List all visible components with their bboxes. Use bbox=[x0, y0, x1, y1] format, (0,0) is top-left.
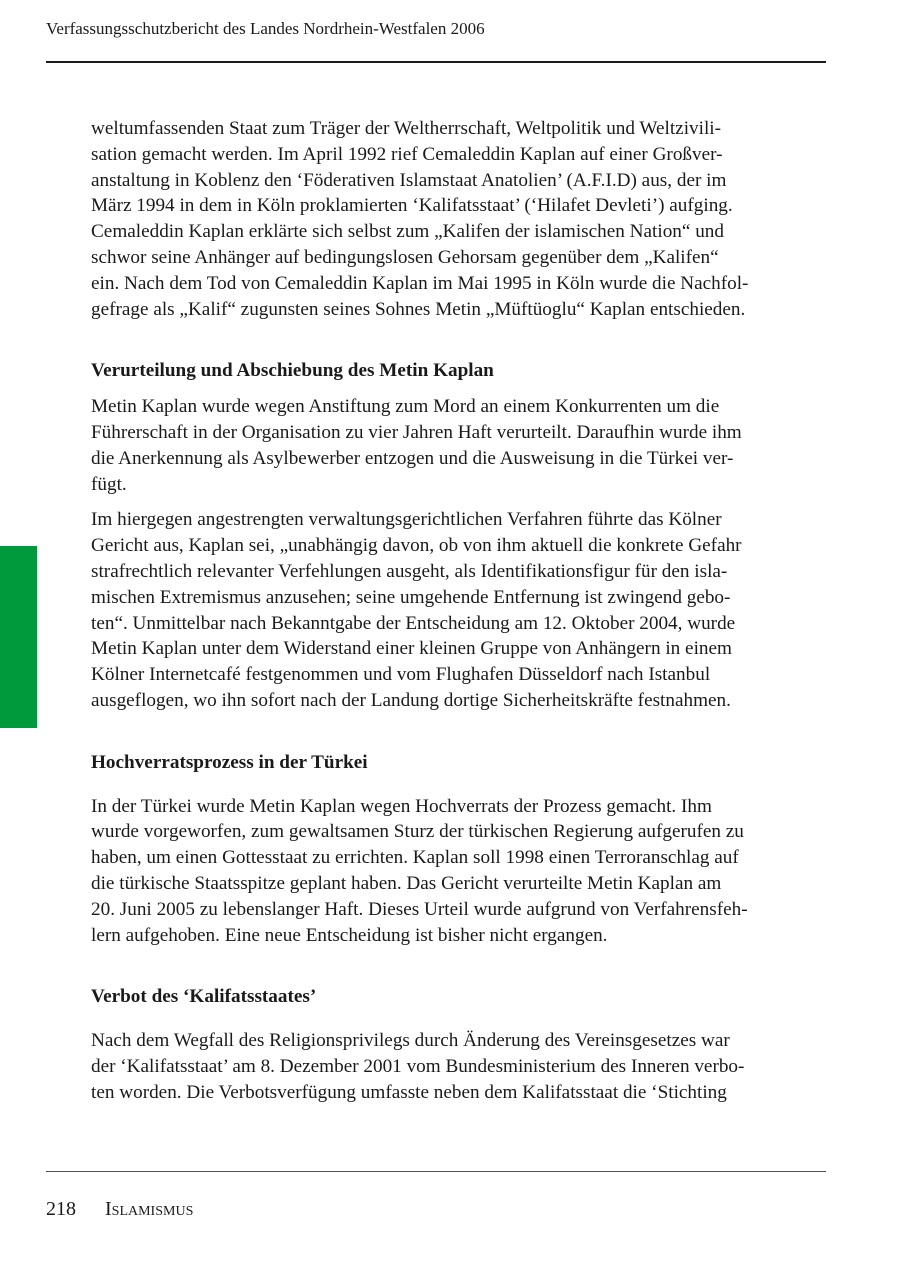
text-line: In der Türkei wurde Metin Kaplan wegen Hochverrats der Prozess gemacht. Ihm bbox=[91, 795, 712, 817]
text-line: ausgeflogen, wo ihn sofort nach der Landung dortige Sicherheitskräfte festnahmen. bbox=[91, 689, 731, 711]
paragraph-intro bbox=[91, 116, 827, 322]
text-line: 20. Juni 2005 zu lebenslanger Haft. Dieses Urteil wurde aufgrund von Verfahrensfeh- bbox=[91, 898, 748, 920]
footer-divider bbox=[46, 1171, 826, 1172]
paragraph-hochverrat bbox=[91, 794, 827, 949]
text-line: haben, um einen Gottesstaat zu errichten. Kaplan soll 1998 einen Terroranschlag auf bbox=[91, 847, 739, 869]
header-divider bbox=[46, 61, 826, 63]
text-line: die türkische Staatsspitze geplant haben. Das Gericht verurteilte Metin Kaplan am bbox=[91, 872, 722, 894]
text-line: März 1994 in dem in Köln proklamierten ‘Kalifatsstaat’ (‘Hilafet Devleti’) aufging. bbox=[91, 195, 733, 217]
text-line: ein. Nach dem Tod von Cemaleddin Kaplan im Mai 1995 in Köln wurde die Nachfol- bbox=[91, 272, 749, 294]
paragraph-verfahren bbox=[91, 507, 827, 713]
text-line: die Anerkennung als Asylbewerber entzogen und die Ausweisung in die Türkei ver- bbox=[91, 447, 734, 469]
text-line: Kölner Internetcafé festgenommen und vom Flughafen Düsseldorf nach Istanbul bbox=[91, 664, 711, 686]
text-line: gefrage als „Kalif“ zugunsten seines Sohnes Metin „Müftüoglu“ Kaplan entschieden. bbox=[91, 298, 746, 320]
text-line: Cemaleddin Kaplan erklärte sich selbst zum „Kalifen der islamischen Nation“ und bbox=[91, 221, 724, 243]
text-line: Nach dem Wegfall des Religionsprivilegs durch Änderung des Vereinsgesetzes war bbox=[91, 1030, 730, 1052]
text-line: Im hiergegen angestrengten verwaltungsgerichtlichen Verfahren führte das Kölner bbox=[91, 509, 722, 531]
text-line: Führerschaft in der Organisation zu vier Jahren Haft verurteilt. Daraufhin wurde ihm bbox=[91, 421, 742, 443]
page-footer bbox=[46, 1197, 193, 1221]
text-line: Metin Kaplan unter dem Widerstand einer kleinen Gruppe von Anhängern in einem bbox=[91, 638, 732, 660]
text-line: wurde vorgeworfen, zum gewaltsamen Sturz der türkischen Regierung aufgerufen zu bbox=[91, 821, 744, 843]
text-line: der ‘Kalifatsstaat’ am 8. Dezember 2001 vom Bundesministerium des Inneren verbo- bbox=[91, 1055, 745, 1077]
page-number: 218 bbox=[46, 1198, 76, 1220]
text-line: schwor seine Anhänger auf bedingungslosen Gehorsam gegenüber dem „Kalifen“ bbox=[91, 246, 719, 268]
heading-verurteilung: Verurteilung und Abschiebung des Metin Kaplan bbox=[91, 360, 494, 382]
text-line: fügt. bbox=[91, 473, 127, 495]
heading-verbot: Verbot des ‘Kalifatsstaates’ bbox=[91, 986, 317, 1008]
paragraph-verbot bbox=[91, 1028, 827, 1105]
heading-hochverrat: Hochverratsprozess in der Türkei bbox=[91, 751, 368, 773]
text-line: ten“. Unmittelbar nach Bekanntgabe der Entscheidung am 12. Oktober 2004, wurde bbox=[91, 612, 736, 634]
footer-section-name: Islamismus bbox=[105, 1198, 194, 1220]
text-line: anstaltung in Koblenz den ‘Föderativen Islamstaat Anatolien’ (A.F.I.D) aus, der im bbox=[91, 169, 727, 191]
paragraph-verurteilung bbox=[91, 394, 827, 497]
text-line: ten worden. Die Verbotsverfügung umfasste neben dem Kalifatsstaat die ‘Stichting bbox=[91, 1081, 727, 1103]
page-body bbox=[91, 116, 827, 1106]
text-line: strafrechtlich relevanter Verfehlungen ausgeht, als Identifikationsfigur für den isla- bbox=[91, 560, 728, 582]
text-line: weltumfassenden Staat zum Träger der Weltherrschaft, Weltpolitik und Weltzivili- bbox=[91, 118, 722, 139]
text-line: Gericht aus, Kaplan sei, „unabhängig davon, ob von ihm aktuell die konkrete Gefahr bbox=[91, 535, 742, 557]
text-line: sation gemacht werden. Im April 1992 rief Cemaleddin Kaplan auf einer Großver- bbox=[91, 143, 723, 165]
section-color-tab bbox=[0, 546, 37, 728]
text-line: lern aufgehoben. Eine neue Entscheidung ist bisher nicht ergangen. bbox=[91, 924, 608, 946]
text-line: Metin Kaplan wurde wegen Anstiftung zum Mord an einem Konkurrenten um die bbox=[91, 396, 720, 418]
text-line: mischen Extremismus anzusehen; seine umgehende Entfernung ist zwingend gebo- bbox=[91, 586, 731, 608]
running-header: Verfassungsschutzbericht des Landes Nordrhein-Westfalen 2006 bbox=[46, 19, 485, 38]
